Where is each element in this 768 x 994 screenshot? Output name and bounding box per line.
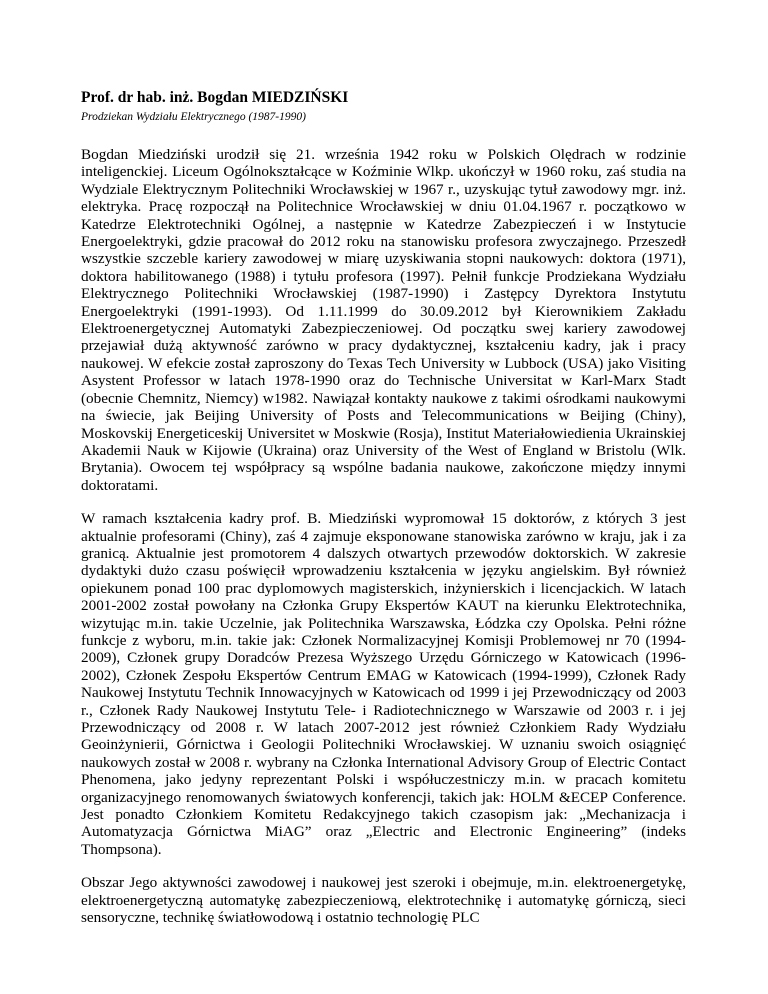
biography-paragraph-research-areas: Obszar Jego aktywności zawodowej i naukowej jest szeroki i obejmuje, m.in. elektroenergetykę, elektroenergetyczną automatykę zabezpieczeniową, elektrotechnikę i automatykę górniczą, sieci sensoryczne, technikę światłowodową i ostatnio technologię PLC (81, 874, 686, 927)
biography-paragraph-career: Bogdan Miedziński urodził się 21. września 1942 roku w Polskich Olędrach w rodzinie inteligenckiej. Liceum Ogólnokształcące w Koźminie Wlkp. ukończył w 1960 roku, zaś studia na Wydziale Elektrycznym Politechniki Wrocławskiej w 1967 r., uzyskując tytuł zawodowy mgr. inż. elektryka. Pracę rozpoczął na Politechnice Wrocławskiej w dniu 01.04.1967 r. początkowo w Katedrze Elektrotechniki Ogólnej, a następnie w Katedrze Zabezpieczeń i w Instytucie Energoelektryki, gdzie pracował do 2012 roku na stanowisku profesora zwyczajnego. Przeszedł wszystkie szczeble kariery zawodowej w miarę uzyskiwania stopni naukowych: doktora (1971), doktora habilitowanego (1988) i tytułu profesora (1997). Pełnił funkcje Prodziekana Wydziału Elektrycznego Politechniki Wrocławskiej (1987-1990) i Zastępcy Dyrektora Instytutu Energoelektryki (1991-1993). Od 1.11.1999 do 30.09.2012 był Kierownikiem Zakładu Elektroenergetycznej Automatyki Zabezpieczeniowej. Od początku swej kariery zawodowej przejawiał dużą aktywność zarówno w pracy dydaktycznej, kształceniu kadry, jak i pracy naukowej. W efekcie został zaproszony do Texas Tech University w Lubbock (USA) jako Visiting Asystent Professor w latach 1978-1990 oraz do Technische Universitat w Karl-Marx Stadt (obecnie Chemnitz, Niemcy) w1982. Nawiązał kontakty naukowe z takimi ośrodkami naukowymi na świecie, jak Beijing University of Posts and Telecommunications w Beijing (Chiny), Moskovskij Energeticeskij Universitet w Moskwie (Rosja), Institut Materiałowiedienia Ukrainskiej Akademii Nauk w Kijowie (Ukraina) oraz University of the West of England w Bristolu (Wlk. Brytania). Owocem tej współpracy są wspólne badania naukowe, zakończone między innymi doktoratami. (81, 146, 686, 494)
document-page (81, 88, 686, 926)
person-name-heading: Prof. dr hab. inż. Bogdan MIEDZIŃSKI (81, 89, 349, 106)
biography-paragraph-education-and-functions: W ramach kształcenia kadry prof. B. Miedziński wypromował 15 doktorów, z których 3 jest aktualnie profesorami (Chiny), zaś 4 zajmuje eksponowane stanowiska zarówno w kraju, jak i za granicą. Aktualnie jest promotorem 4 dalszych otwartych przewodów doktorskich. W zakresie dydaktyki dużo czasu poświęcił wprowadzeniu kształcenia w języku angielskim. Był również opiekunem ponad 100 prac dyplomowych magisterskich, inżynierskich i licencjackich. W latach 2001-2002 został powołany na Członka Grupy Ekspertów KAUT na kierunku Elektrotechnika, wizytując m.in. takie Uczelnie, jak Politechnika Warszawska, Łódzka czy Opolska. Pełni różne funkcje z wyboru, m.in. takie jak: Członek Normalizacyjnej Komisji Problemowej nr 70 (1994-2009), Członek grupy Doradców Prezesa Wyższego Urzędu Górniczego w Katowicach (1996-2002), Członek Zespołu Ekspertów Centrum EMAG w Katowicach (1994-1999), Członek Rady Naukowej Instytutu Technik Innowacyjnych w Katowicach od 1999 i jej Przewodniczący od 2003 r., Członek Rady Naukowej Instytutu Tele- i Radiotechnicznego w Warszawie od 2003 r. i jej Przewodniczący od 2008 r. W latach 2007-2012 jest również Członkiem Rady Wydziału Geoinżynierii, Górnictwa i Geologii Politechniki Wrocławskiej. W uznaniu swoich osiągnięć naukowych został w 2008 r. wybrany na Członka International Advisory Group of Electric Contact Phenomena, jako jedyny reprezentant Polski i współuczestniczy m.in. w pracach komitetu organizacyjnego renomowanych światowych konferencji, takich jak: HOLM &ECEP Conference. Jest ponadto Członkiem Komitetu Redakcyjnego takich czasopism jak: „Mechanizacja i Automatyzacja Górnictwa MiAG” oraz „Electric and Electronic Engineering” (indeks Thompsona). (81, 510, 686, 858)
person-role-subtitle: Prodziekan Wydziału Elektrycznego (1987-1990) (81, 111, 306, 123)
